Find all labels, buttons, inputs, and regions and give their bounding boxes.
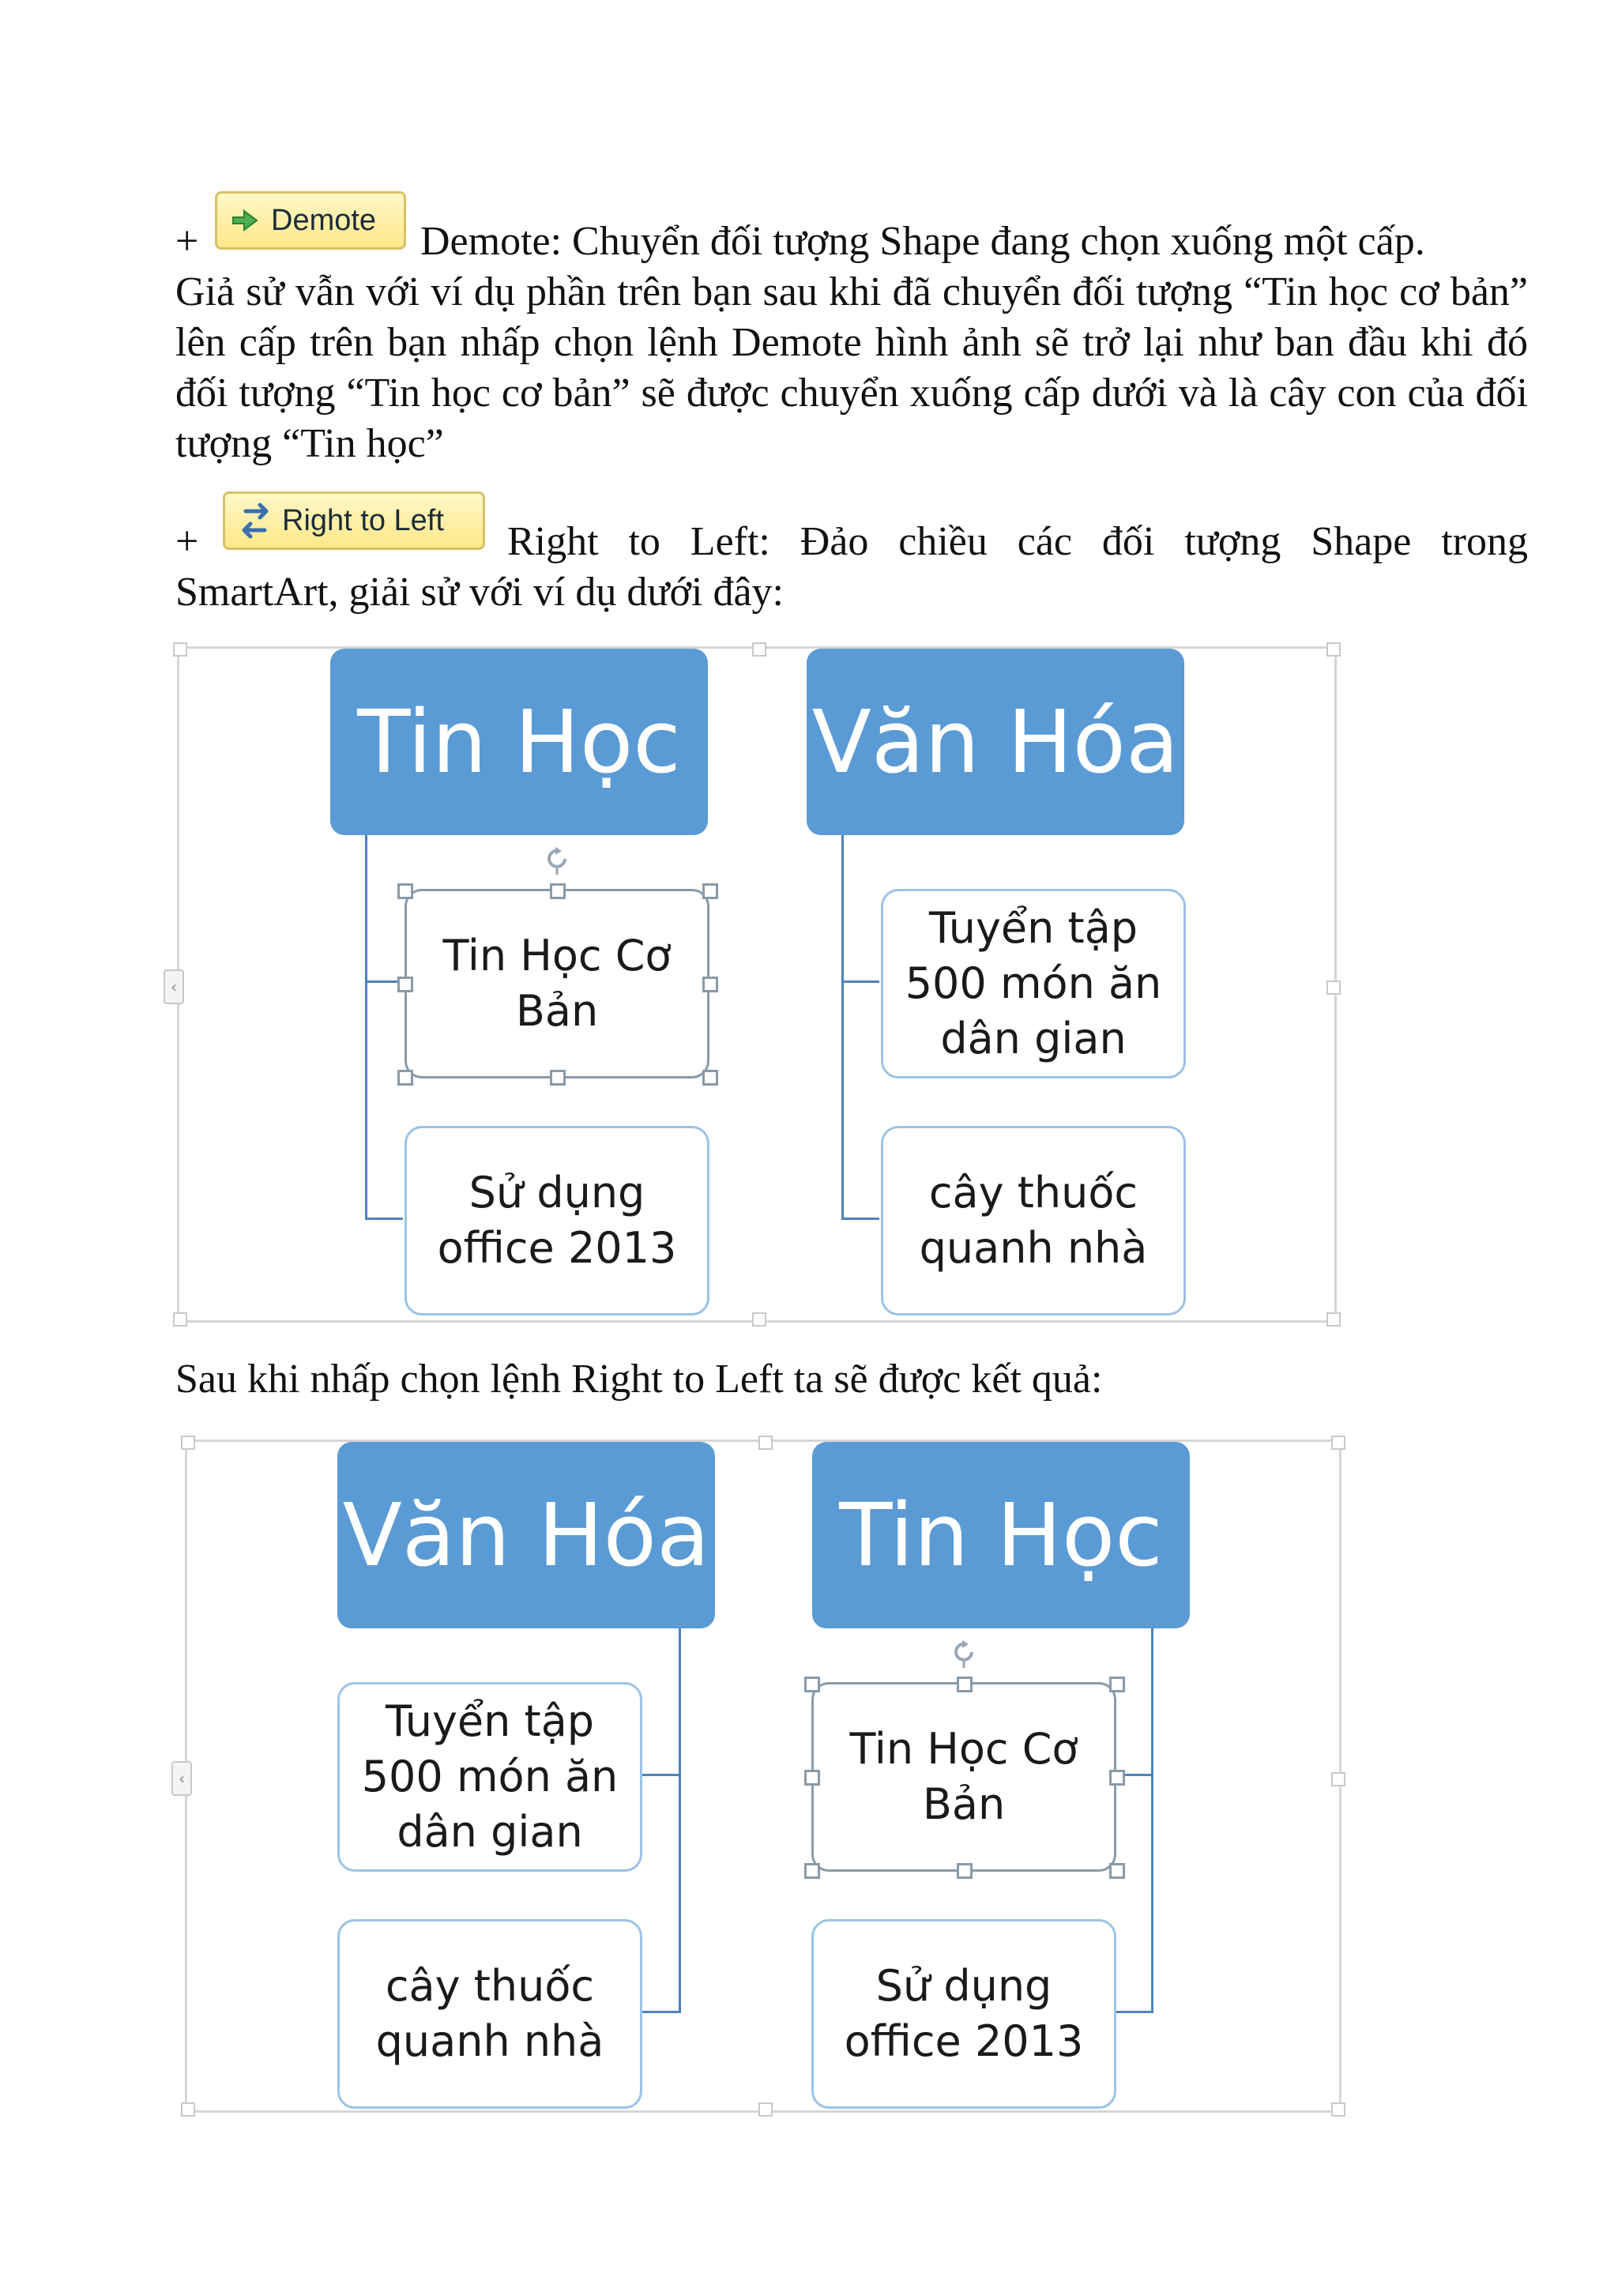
rotate-handle-icon[interactable]: [544, 846, 570, 875]
bullet-plus: +: [175, 219, 199, 264]
selection-handle[interactable]: [550, 883, 566, 899]
frame-handle[interactable]: [181, 2102, 195, 2117]
connector-line: [841, 1218, 879, 1220]
connector-line: [1151, 1628, 1153, 2013]
sub-node-selected[interactable]: Tin Học Cơ Bản: [404, 889, 709, 1078]
frame-handle[interactable]: [181, 1436, 195, 1450]
frame-handle[interactable]: [173, 642, 187, 657]
frame-handle[interactable]: [758, 2102, 773, 2117]
connector-line: [1113, 2011, 1153, 2013]
demote-arrow-icon: [231, 209, 260, 232]
selection-handle[interactable]: [397, 883, 413, 899]
demote-lead-text: Demote: Chuyển đối tượng Shape đang chọn xuống một cấp.: [420, 219, 1425, 264]
connector-line: [641, 1774, 681, 1776]
main-node-right[interactable]: Văn Hóa: [807, 649, 1184, 835]
demote-paragraph: Giả sử vẫn với ví dụ phần trên bạn sau khi đã chuyển đối tượng “Tin học cơ bản” lên cấp trên bạn nhấp chọn lệnh Demote hình ảnh sẽ trở lại như ban đầu khi đó đối tượng “Tin học cơ bản” sẽ được chuyển xuống cấp dưới và là cây con của đối tượng “Tin học”: [175, 269, 1528, 466]
right-to-left-icon: [239, 500, 271, 541]
frame-handle[interactable]: [1331, 1772, 1345, 1786]
connector-line: [365, 835, 367, 1220]
demote-button[interactable]: [215, 191, 406, 250]
connector-line: [365, 1218, 403, 1220]
frame-handle[interactable]: [1331, 1436, 1345, 1450]
frame-handle[interactable]: [1326, 642, 1341, 657]
selection-handle[interactable]: [397, 977, 413, 992]
right-to-left-button[interactable]: [223, 491, 485, 550]
main-node-right[interactable]: Tin Học: [812, 1442, 1190, 1628]
sub-node[interactable]: cây thuốc quanh nhà: [337, 1919, 642, 2109]
rotate-handle-icon[interactable]: [951, 1639, 976, 1668]
sub-node[interactable]: Tuyển tập 500 món ăn dân gian: [881, 889, 1186, 1078]
rtl-lead-text: Right to Left: Đảo chiều các đối tượng Shape trong: [507, 519, 1528, 564]
selection-handle[interactable]: [1109, 1770, 1125, 1786]
selection-handle[interactable]: [702, 1070, 718, 1086]
selection-handle[interactable]: [1109, 1677, 1125, 1692]
bullet-plus: +: [175, 519, 199, 564]
main-node-left[interactable]: Tin Học: [330, 649, 708, 835]
chevron-left-icon[interactable]: ‹: [164, 969, 184, 1004]
rtl-paragraph: SmartArt, giải sử với ví dụ dưới đây:: [175, 570, 784, 615]
chevron-left-icon[interactable]: ‹: [171, 1761, 192, 1796]
selection-handle[interactable]: [550, 1070, 566, 1086]
frame-handle[interactable]: [758, 1436, 773, 1450]
selection-handle[interactable]: [804, 1677, 820, 1692]
selection-handle[interactable]: [702, 883, 718, 899]
frame-handle[interactable]: [1331, 2102, 1345, 2117]
connector-line: [841, 835, 844, 1220]
frame-handle[interactable]: [752, 1312, 766, 1327]
result-caption: Sau khi nhấp chọn lệnh Right to Left ta sẽ được kết quả:: [175, 1357, 1103, 1402]
connector-line: [641, 2011, 681, 2013]
selection-handle[interactable]: [702, 977, 718, 992]
selection-handle[interactable]: [804, 1770, 820, 1786]
sub-node[interactable]: Sử dụng office 2013: [811, 1919, 1116, 2109]
frame-handle[interactable]: [1326, 981, 1341, 995]
frame-handle[interactable]: [173, 1312, 187, 1327]
sub-node[interactable]: Tuyển tập 500 món ăn dân gian: [337, 1682, 642, 1872]
selection-handle[interactable]: [957, 1863, 973, 1879]
smartart-before[interactable]: [171, 646, 1337, 1323]
selection-handle[interactable]: [957, 1677, 973, 1692]
frame-handle[interactable]: [752, 642, 766, 657]
sub-node[interactable]: cây thuốc quanh nhà: [881, 1126, 1186, 1315]
selection-handle[interactable]: [1109, 1863, 1125, 1879]
right-to-left-button-label: Right to Left: [282, 503, 444, 537]
demote-button-label: Demote: [271, 203, 377, 237]
connector-line: [841, 981, 879, 983]
main-node-left[interactable]: Văn Hóa: [337, 1442, 715, 1628]
selection-handle[interactable]: [397, 1070, 413, 1086]
smartart-after[interactable]: [179, 1440, 1341, 2113]
sub-node[interactable]: Sử dụng office 2013: [404, 1126, 709, 1315]
sub-node-selected[interactable]: Tin Học Cơ Bản: [811, 1682, 1116, 1872]
frame-handle[interactable]: [1326, 1312, 1341, 1327]
connector-line: [679, 1628, 681, 2013]
selection-handle[interactable]: [804, 1863, 820, 1879]
